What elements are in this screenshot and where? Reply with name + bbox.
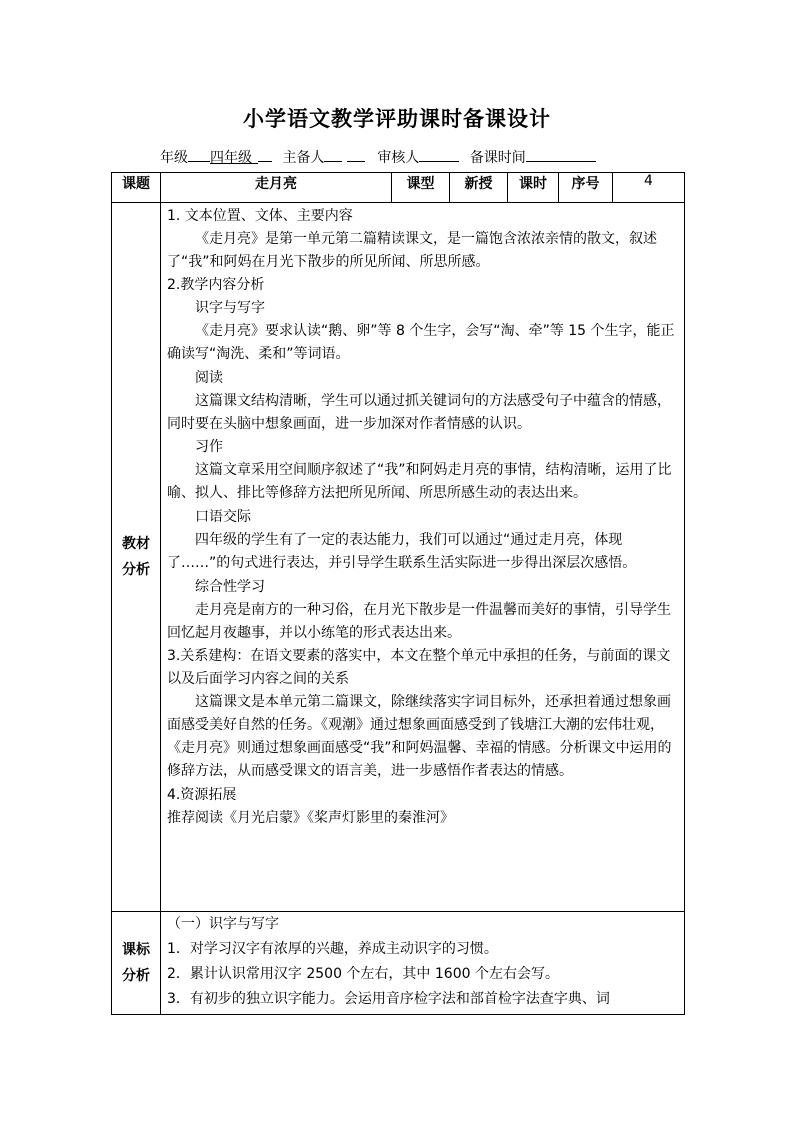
analysis-heading-4: 4.资源拓展 xyxy=(167,787,237,803)
topic-value: 走月亮 xyxy=(161,173,392,203)
lesson-plan-table xyxy=(111,172,685,1015)
standards-label-line2: 分析 xyxy=(122,968,150,984)
reviewer-blank xyxy=(419,145,459,162)
section-text-writing: 这篇文章采用空间顺序叙述了“我”和阿妈走月亮的事情，结构清晰，运用了比喻、拟人、排比等修辞方法把所见所闻、所思所感生动的表达出来。 xyxy=(167,462,672,501)
section-title-oral: 口语交际 xyxy=(195,509,251,525)
standards-item-2: 2．累计认识常用汉字 2500 个左右，其中 1600 个左右会写。 xyxy=(167,966,559,982)
analysis-label-line1: 教材 xyxy=(122,536,150,552)
seq-label: 序号 xyxy=(559,173,613,203)
meta-line xyxy=(160,145,596,167)
section-text-reading: 这篇课文结构清晰，学生可以通过抓关键词句的方法感受句子中蕴含的情感，同时要在头脑中想象画面，进一步加深对作者情感的认识。 xyxy=(167,393,671,432)
standards-item-1: 1．对学习汉字有浓厚的兴趣，养成主动识字的习惯。 xyxy=(167,941,498,957)
section-text-literacy: 《走月亮》要求认读“鹅、卵”等 8 个生字，会写“淘、牵”等 15 个生字，能正确读写“淘洗、柔和”等词语。 xyxy=(167,323,675,362)
grade-blank-pre xyxy=(188,145,210,162)
preparer-blank-2 xyxy=(347,145,365,162)
section-title-writing: 习作 xyxy=(195,439,223,455)
standards-heading: （一）识字与写字 xyxy=(167,916,279,932)
grade-blank-post xyxy=(258,145,272,162)
section-text-comprehensive: 走月亮是南方的一种习俗，在月光下散步是一件温馨而美好的事情，引导学生回忆起月夜趣事，并以小练笔的形式表达出来。 xyxy=(167,602,671,641)
preparer-label: 主备人 xyxy=(282,150,325,166)
analysis-text-4: 推荐阅读《月光启蒙》《桨声灯影里的秦淮河》 xyxy=(167,810,454,826)
type-label: 课型 xyxy=(392,173,450,203)
seq-value: 4 xyxy=(613,173,685,203)
section-title-reading: 阅读 xyxy=(195,370,223,386)
analysis-label-line2: 分析 xyxy=(122,562,150,578)
section-title-literacy: 识字与写字 xyxy=(195,300,265,316)
analysis-text-3: 这篇课文是本单元第二篇课文，除继续落实字词目标外，还承担着通过想象画面感受美好自然的任务。《观潮》通过想象画面感受到了钱塘江大潮的宏伟壮观，《走月亮》则通过想象画面感受“我”和阿妈温馨、幸福的情感。分析课文中运用的修辞方法，从而感受课文的语言美，进一步感悟作者表达的情感。 xyxy=(167,694,672,779)
preparer-blank-1 xyxy=(324,145,342,162)
grade-label: 年级 xyxy=(160,150,188,166)
grade-value: 四年级 xyxy=(210,147,258,164)
standards-content xyxy=(161,912,685,1015)
period-label: 课时 xyxy=(508,173,559,203)
standards-item-3: 3．有初步的独立识字能力。会运用音序检字法和部首检字法查字典、词 xyxy=(167,991,610,1007)
section-title-comprehensive: 综合性学习 xyxy=(195,579,265,595)
date-label: 备课时间 xyxy=(469,150,526,166)
type-value: 新授 xyxy=(450,173,508,203)
header-row xyxy=(112,173,685,203)
standards-row xyxy=(112,912,685,1015)
analysis-heading-3: 3.关系建构：在语文要素的落实中，本文在整个单元中承担的任务，与前面的课文以及后面学习内容之间的关系 xyxy=(167,648,671,687)
analysis-heading-2: 2.教学内容分析 xyxy=(167,277,265,293)
date-blank xyxy=(526,145,596,162)
analysis-side-label xyxy=(112,203,161,912)
analysis-text-1: 《走月亮》是第一单元第二篇精读课文，是一篇饱含浓浓亲情的散文，叙述了“我”和阿妈在月光下散步的所见所闻、所思所感。 xyxy=(167,231,657,270)
standards-side-label xyxy=(112,912,161,1015)
topic-label: 课题 xyxy=(112,173,161,203)
document-title: 小学语文教学评助课时备课设计 xyxy=(243,106,551,131)
analysis-row xyxy=(112,203,685,912)
standards-label-line1: 课标 xyxy=(122,942,150,958)
reviewer-label: 审核人 xyxy=(377,150,420,166)
analysis-heading-1: 1. 文本位置、文体、主要内容 xyxy=(167,208,353,224)
section-text-oral: 四年级的学生有了一定的表达能力，我们可以通过“通过走月亮，体现了……”的句式进行表达，并引导学生联系生活实际进一步得出深层次感悟。 xyxy=(167,532,637,571)
analysis-content xyxy=(161,203,685,912)
